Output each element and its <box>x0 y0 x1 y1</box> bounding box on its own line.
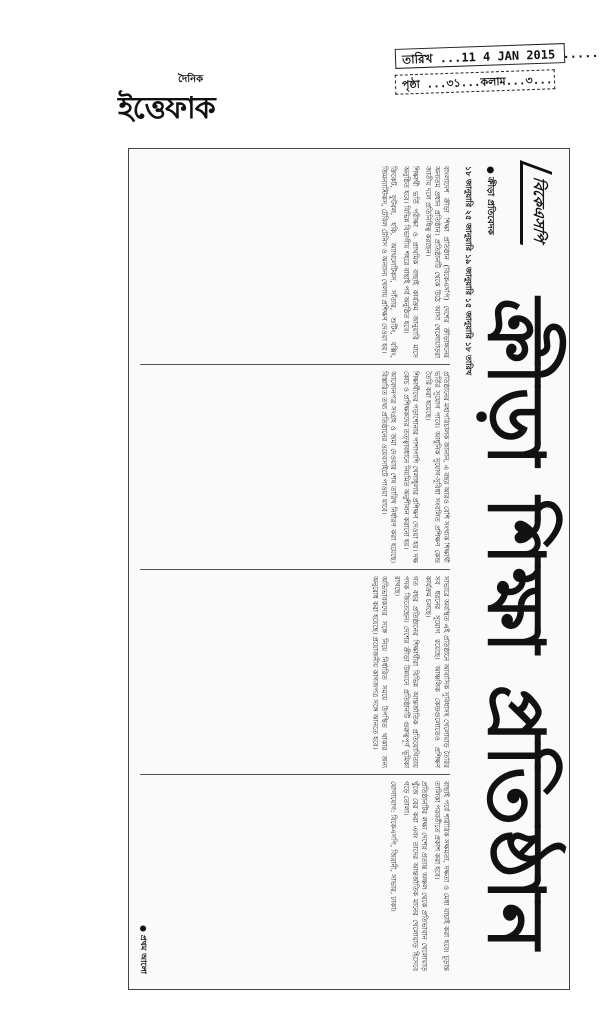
article-columns <box>140 166 450 972</box>
paragraph: যোগাযোগ: বিকেএসপি, জিরানী, সাভার, ঢাকা। <box>389 781 397 912</box>
article-clipping <box>128 148 570 990</box>
article-byline: ● ক্রীড়া প্রতিবেদক <box>485 166 495 235</box>
masthead-name: ইত্তেফাক <box>118 91 215 126</box>
paragraph: প্রতিষ্ঠানটির লক্ষ্য দেশের প্রত্যন্ত অঞ্চল থেকে প্রতিভাবান খেলোয়াড় খুঁজে বের করা এবং তাদের আন্তর্জাতিক মানের খেলোয়াড় হিসেবে গড়ে তোলা। <box>402 781 428 971</box>
column-divider <box>140 774 450 775</box>
article-credit: ● প্রথম আলো <box>139 925 148 974</box>
column-divider <box>140 364 450 365</box>
paragraph: সাভারে অবস্থিত এই প্রতিষ্ঠানে আবাসিক সুবিধাসহ খেলোয়াড় তৈরির সব ধরনের সুযোগ রয়েছে। আঞ্চলিক কেন্দ্রগুলোতেও প্রশিক্ষণ কার্যক্রম চলছে। <box>424 576 450 768</box>
article-column-1 <box>140 166 450 358</box>
masthead-daily-label: দৈনিক <box>178 74 204 85</box>
newspaper-masthead <box>118 72 258 132</box>
column-divider <box>140 569 450 570</box>
article-column-2 <box>140 371 450 563</box>
article-dates: ১৮ জানুয়ারি ২৫ জানুয়ারি ১৯ জানুয়ারি ১৫ জানুয়ারি ১৮ তারিখ <box>464 166 473 376</box>
paragraph: বাছাই পর্বে শারীরিক সক্ষমতা, দক্ষতা ও মেধা যাচাই করা হবে। চূড়ান্ত তালিকা পরবর্তীতে প্রকাশ করা হবে। <box>433 781 450 971</box>
article-column-4 <box>140 781 450 971</box>
paragraph: শিক্ষার্থী ভর্তি পরীক্ষা ও প্রাথমিক বাছাই কার্যক্রম জানুয়ারি মাসে অনুষ্ঠিত হবে। বিভিন্ন বিভাগীয় শহরে বাছাই পর্ব অনুষ্ঠিত হবে। <box>402 166 419 358</box>
paragraph: প্রতিষ্ঠানের মহাপরিচালক জানান, এ বছর আরও বেশি সংখ্যক শিক্ষার্থী ভর্তির সুযোগ পাবে। আধুনিক সুযোগ-সুবিধা সংবলিত প্রশিক্ষণ কেন্দ্র তৈরি করা হয়েছে। <box>424 371 450 563</box>
article-column-3 <box>140 576 450 768</box>
paragraph: অভিভাবকদের সঙ্গে নিয়ে নির্ধারিত সময়ে উপস্থিত থাকার জন্য অনুরোধ করা হয়েছে। প্রয়োজনীয় কাগজপত্র সঙ্গে আনতে হবে। <box>371 576 388 768</box>
stamp-page-line: পৃষ্ঠা ...৩১...কলাম...৩... <box>395 69 556 95</box>
paragraph: ক্রিকেট, ফুটবল, হকি, অ্যাথলেটিকস, সাঁতার, শুটিং, বক্সিং, জিমন্যাস্টিকস, টেবিল টেনিস ও অন্যান্য খেলায় প্রশিক্ষণ দেওয়া হয়। <box>380 166 397 358</box>
paragraph: বাংলাদেশ ক্রীড়া শিক্ষা প্রতিষ্ঠান (বিকেএসপি) দেশের ক্রীড়াঙ্গনের অন্যতম প্রধান প্রতিষ্ঠান। প্রতিষ্ঠানটি থেকে উঠে আসা খেলোয়াড়রা জাতীয় দলে প্রতিনিধিত্ব করছেন। <box>424 166 450 358</box>
article-headline: ক্রীড়া শিক্ষা প্রতিষ্ঠান <box>470 298 560 952</box>
paragraph: গত বছর প্রতিষ্ঠানের শিক্ষার্থীরা বিভিন্ন আন্তর্জাতিক প্রতিযোগিতায় পদক জিতেছেন। দেশের ক্রীড়া উন্নয়নে প্রতিষ্ঠানটি গুরুত্বপূর্ণ ভূমিকা রাখছে। <box>393 576 419 768</box>
article-rotated-body <box>128 148 570 990</box>
paragraph: আবেদনপত্র সংগ্রহ ও জমা দেওয়ার শেষ তারিখ নির্ধারণ করা হয়েছে। বিস্তারিত তথ্য প্রতিষ্ঠানের ওয়েবসাইটে পাওয়া যাবে। <box>380 371 397 563</box>
stamp-date-line: তারিখ ...11 4 JAN 2015 ..... <box>395 43 566 69</box>
paragraph: শিক্ষার্থীদের পড়াশোনার পাশাপাশি খেলাধুলার প্রশিক্ষণ দেওয়া হয়। দক্ষ কোচ ও প্রশিক্ষকদের তত্ত্বাবধানে নিয়মিত অনুশীলন করানো হয়। <box>402 371 419 563</box>
date-stamp <box>395 45 599 98</box>
article-tag: বিকেএসপি <box>520 160 552 256</box>
